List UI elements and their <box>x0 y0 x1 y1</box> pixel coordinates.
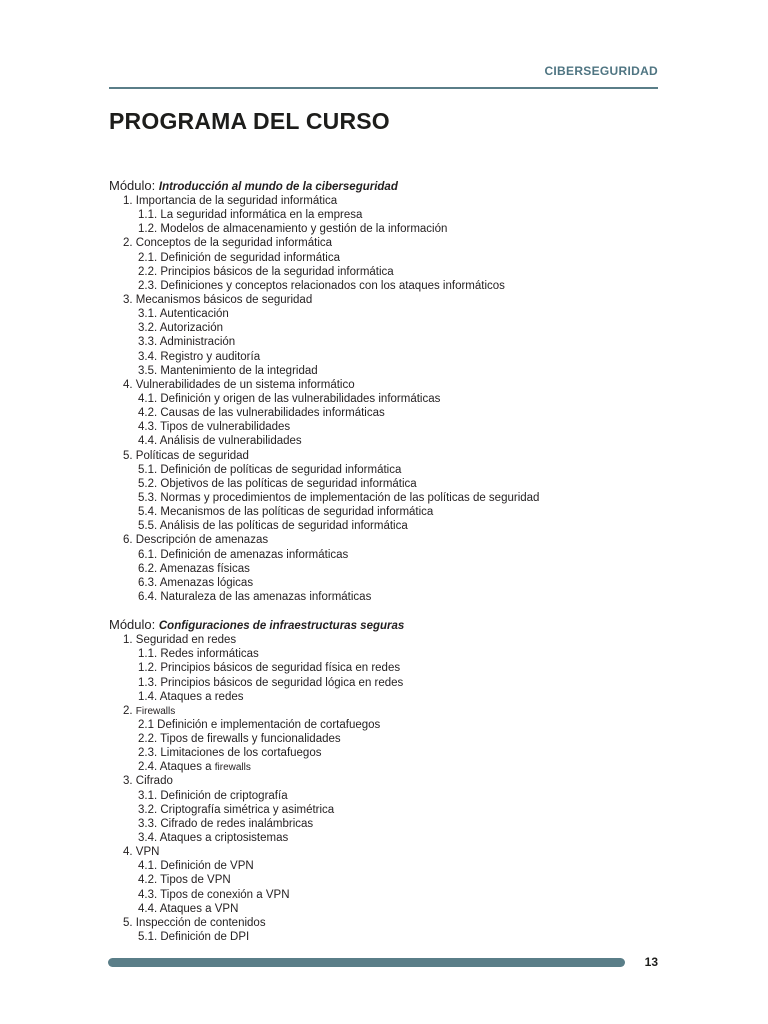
topic-item <box>109 633 659 704</box>
subtopic-item: 5.1. Definición de políticas de seguridad informática <box>138 463 402 476</box>
subtopic-item: 2.3. Limitaciones de los cortafuegos <box>138 747 322 760</box>
course-syllabus <box>109 178 659 957</box>
subtopic-item: 4.1. Definición de VPN <box>138 860 254 873</box>
topic-label: 1. Seguridad en redes <box>123 634 237 647</box>
subtopic-item: 6.1. Definición de amenazas informáticas <box>138 548 349 561</box>
subtopic-list <box>109 789 659 846</box>
subtopic-item: 1.2. Principios básicos de seguridad física en redes <box>138 662 401 675</box>
subtopic-item: 3.5. Mantenimiento de la integridad <box>138 364 318 377</box>
subtopic-item: 4.4. Análisis de vulnerabilidades <box>138 435 302 448</box>
subtopic-item: 1.2. Modelos de almacenamiento y gestión de la información <box>138 223 448 236</box>
subtopic-item: 3.1. Autenticación <box>138 308 229 321</box>
subtopic-list <box>109 251 659 293</box>
topic-label: 5. Políticas de seguridad <box>123 449 249 462</box>
subtopic-item <box>109 760 659 774</box>
subtopic-list <box>109 548 659 605</box>
subtopic-text: 2.4. Ataques a <box>138 761 215 774</box>
subtopic-item: 1.3. Principios básicos de seguridad lógica en redes <box>138 676 404 689</box>
subtopic-item: 3.4. Registro y auditoría <box>138 350 261 363</box>
topic-item <box>109 533 659 604</box>
section-label: CIBERSEGURIDAD <box>544 64 658 78</box>
subtopic-item: 4.1. Definición y origen de las vulnerabilidades informáticas <box>138 392 441 405</box>
subtopic-item: 5.2. Objetivos de las políticas de seguridad informática <box>138 477 417 490</box>
topic-label: 5. Inspección de contenidos <box>123 916 266 929</box>
module-prefix: Módulo: <box>109 178 156 193</box>
topic-term: Firewalls <box>135 705 176 717</box>
topic-label: 6. Descripción de amenazas <box>123 534 269 547</box>
subtopic-item: 5.3. Normas y procedimientos de implementación de las políticas de seguridad <box>138 491 540 504</box>
topic-item <box>109 845 659 916</box>
subtopic-item: 2.1 Definición e implementación de cortafuegos <box>138 718 381 731</box>
topic-item <box>109 378 659 449</box>
topic-label: 3. Cifrado <box>123 775 173 788</box>
module-prefix: Módulo: <box>109 617 156 633</box>
subtopic-item: 4.3. Tipos de vulnerabilidades <box>138 421 291 434</box>
subtopic-item: 3.1. Definición de criptografía <box>138 789 288 802</box>
subtopic-item: 5.5. Análisis de las políticas de seguridad informática <box>138 520 408 533</box>
header-divider <box>109 87 658 89</box>
subtopic-item: 6.3. Amenazas lógicas <box>138 576 254 589</box>
topic-label: 3. Mecanismos básicos de seguridad <box>123 293 313 306</box>
subtopic-item: 2.2. Principios básicos de la seguridad informática <box>138 265 394 278</box>
page-number: 13 <box>644 955 658 969</box>
topic-label: 2. Conceptos de la seguridad informática <box>123 237 333 250</box>
module-heading <box>109 617 659 633</box>
subtopic-item: 4.4. Ataques a VPN <box>138 902 239 915</box>
subtopic-list <box>109 392 659 449</box>
subtopic-item: 3.2. Autorización <box>138 322 224 335</box>
subtopic-item: 3.2. Criptografía simétrica y asimétrica <box>138 803 335 816</box>
topic-item <box>109 293 659 378</box>
page-title: PROGRAMA DEL CURSO <box>109 108 390 134</box>
subtopic-item: 1.1. La seguridad informática en la empresa <box>138 209 363 222</box>
subtopic-item: 3.4. Ataques a criptosistemas <box>138 832 289 845</box>
topic-item <box>109 449 659 534</box>
topic-number: 2. <box>123 704 136 717</box>
topic-list <box>109 633 659 944</box>
subtopic-item: 2.2. Tipos de firewalls y funcionalidades <box>138 733 341 746</box>
subtopic-list <box>109 718 659 775</box>
subtopic-item: 4.2. Tipos de VPN <box>138 874 231 887</box>
module-title: Introducción al mundo de la ciberseguridad <box>158 181 398 193</box>
subtopic-item: 2.1. Definición de seguridad informática <box>138 251 341 264</box>
subtopic-item: 4.3. Tipos de conexión a VPN <box>138 888 290 901</box>
topic-label: 1. Importancia de la seguridad informática <box>123 195 338 207</box>
subtopic-list <box>109 208 659 236</box>
subtopic-list <box>109 930 659 944</box>
subtopic-item: 2.3. Definiciones y conceptos relacionados con los ataques informáticos <box>138 279 505 292</box>
subtopic-item: 5.1. Definición de DPI <box>138 931 250 944</box>
module-section <box>109 617 659 944</box>
topic-label: 4. VPN <box>123 846 160 859</box>
subtopic-list <box>109 647 659 704</box>
subtopic-list <box>109 859 659 916</box>
topic-item <box>109 774 659 845</box>
subtopic-item: 6.2. Amenazas físicas <box>138 562 250 575</box>
subtopic-item: 6.4. Naturaleza de las amenazas informáticas <box>138 590 372 603</box>
topic-label: 4. Vulnerabilidades de un sistema informático <box>123 378 355 391</box>
subtopic-item: 1.1. Redes informáticas <box>138 648 259 661</box>
topic-item <box>109 704 659 775</box>
module-heading <box>109 178 659 194</box>
subtopic-list <box>109 307 659 378</box>
subtopic-list <box>109 463 659 534</box>
footer-bar <box>108 958 625 967</box>
topic-list <box>109 194 659 604</box>
subtopic-item: 3.3. Administración <box>138 336 236 349</box>
subtopic-item: 1.4. Ataques a redes <box>138 690 244 703</box>
module-section <box>109 178 659 604</box>
topic-item <box>109 916 659 944</box>
subtopic-item: 5.4. Mecanismos de las políticas de seguridad informática <box>138 506 434 519</box>
subtopic-term: firewalls <box>214 762 251 774</box>
subtopic-item: 4.2. Causas de las vulnerabilidades informáticas <box>138 407 385 420</box>
module-title: Configuraciones de infraestructuras seguras <box>158 620 405 633</box>
topic-item <box>109 194 659 236</box>
topic-label <box>109 704 659 718</box>
topic-item <box>109 236 659 293</box>
subtopic-item: 3.3. Cifrado de redes inalámbricas <box>138 817 314 830</box>
